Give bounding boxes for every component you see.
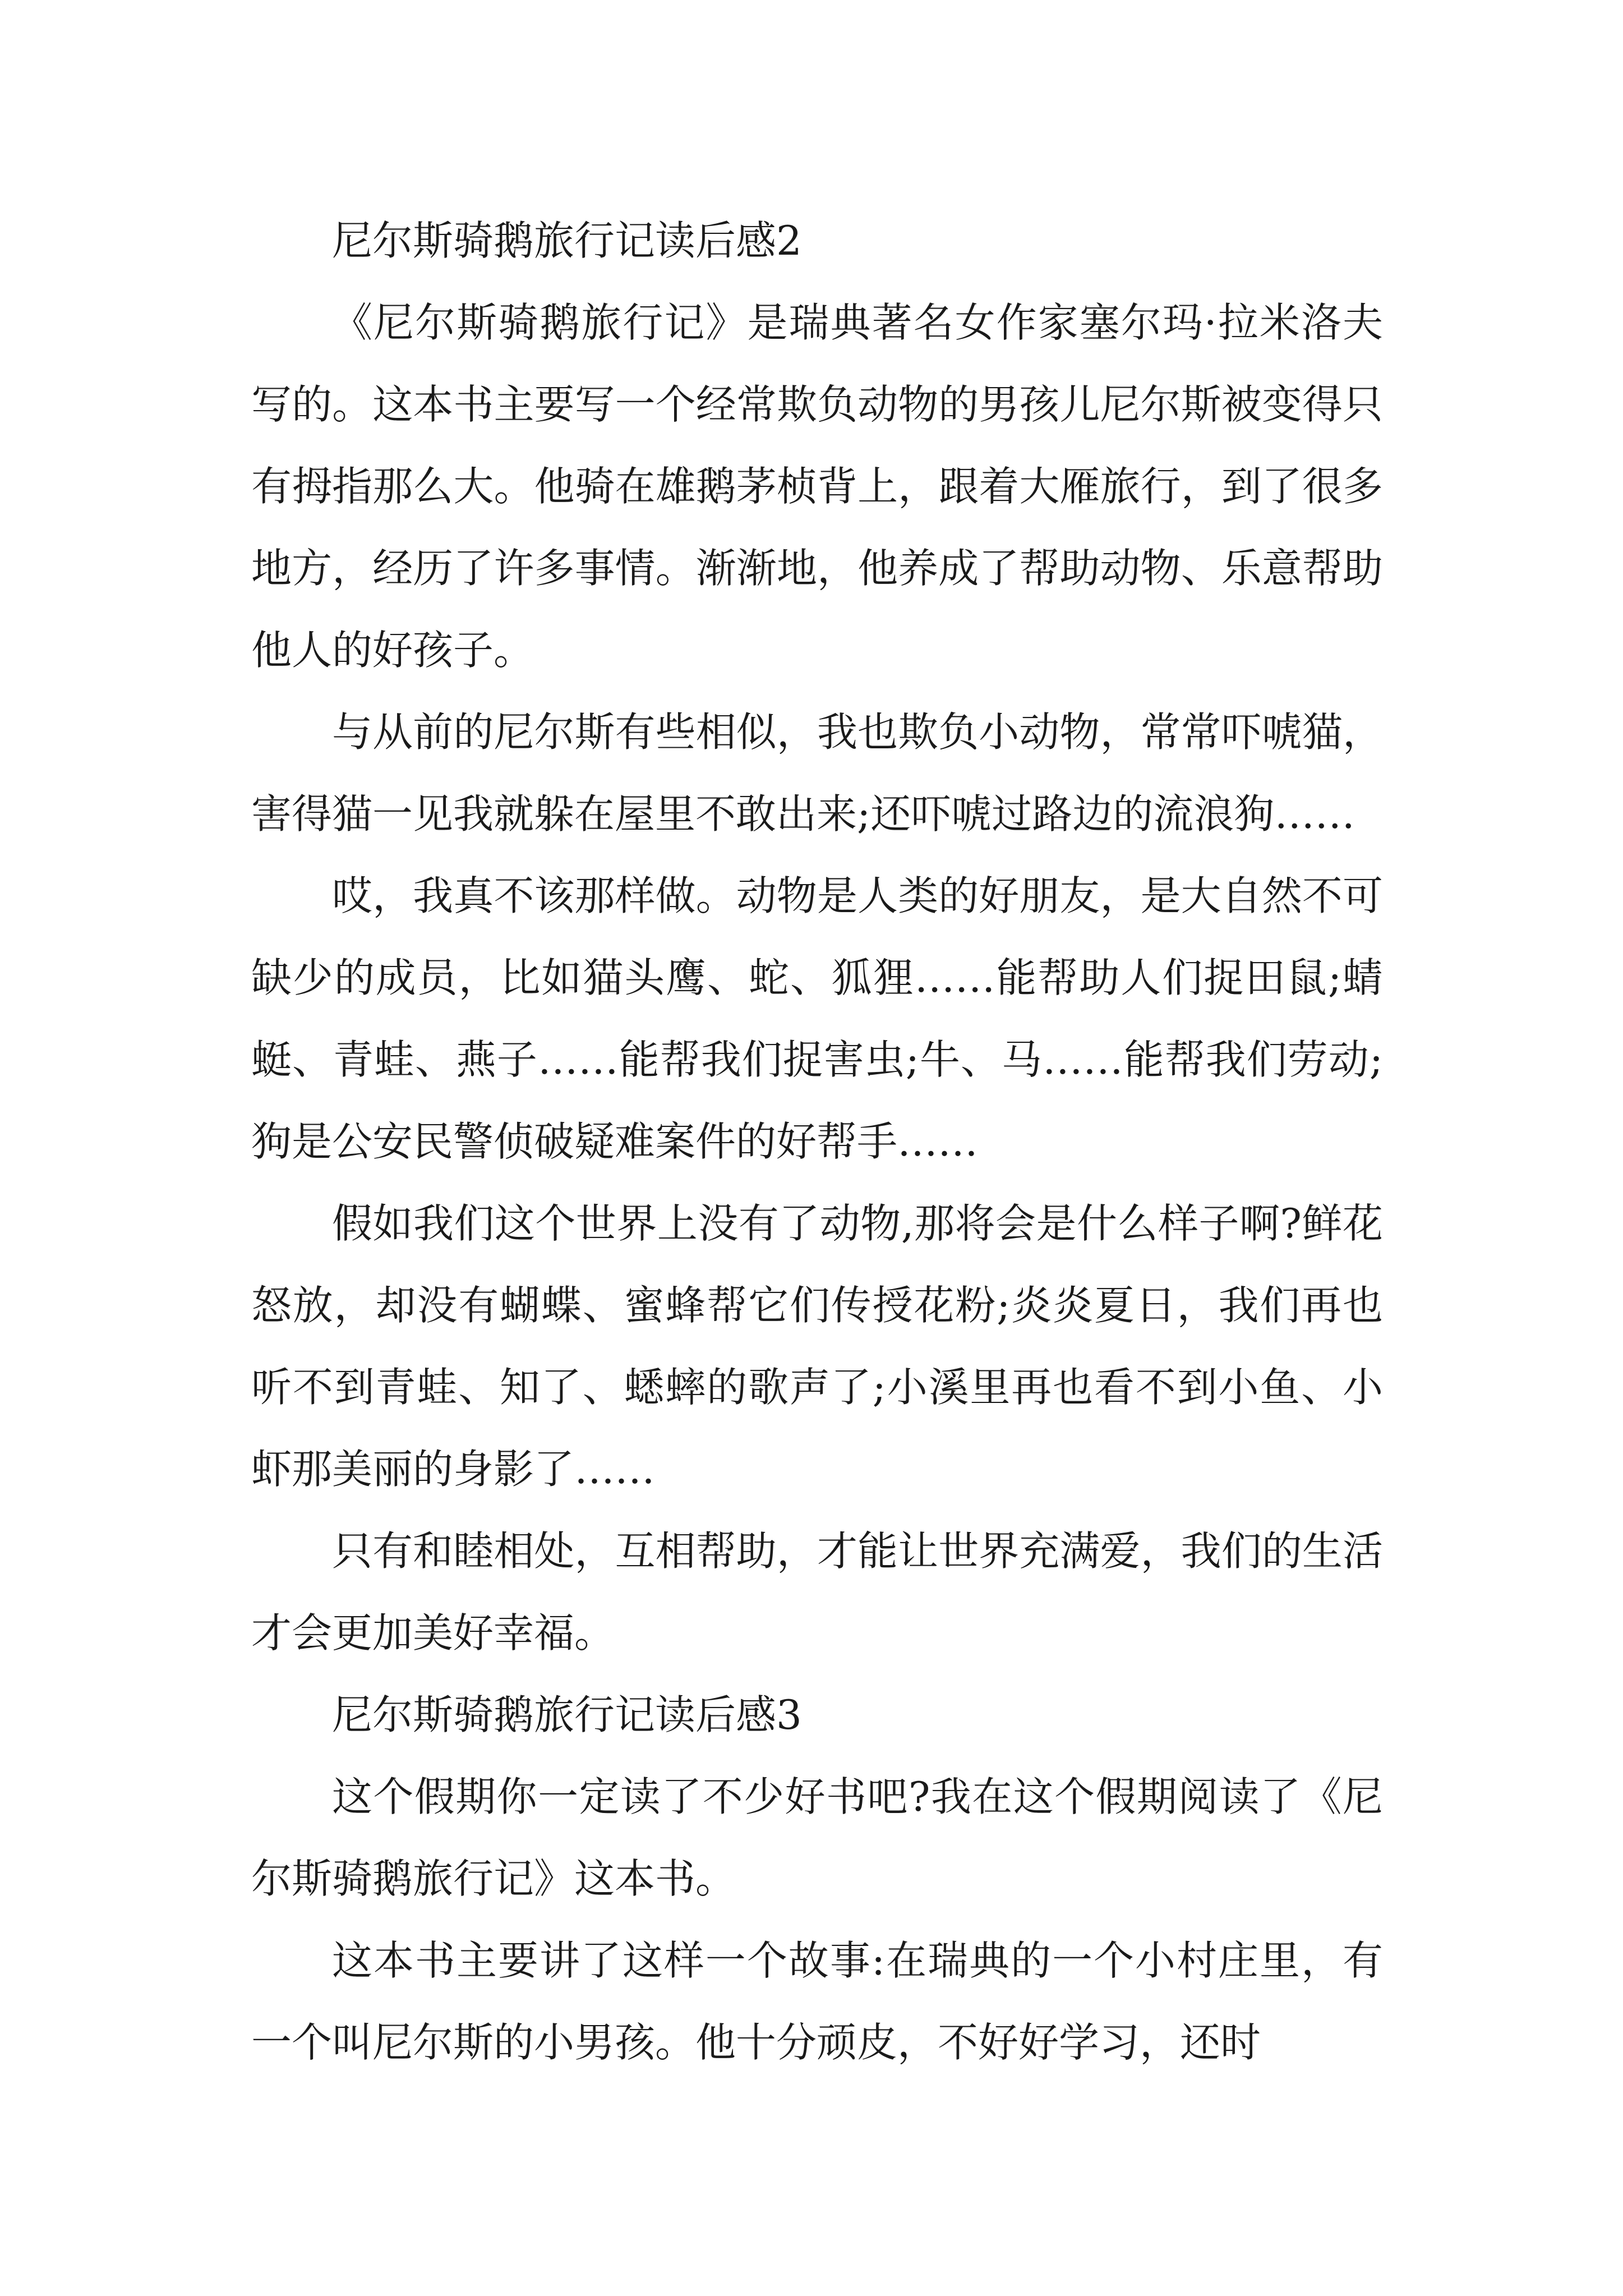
body-paragraph: 这个假期你一定读了不少好书吧?我在这个假期阅读了《尼尔斯骑鹅旅行记》这本书。 bbox=[251, 1773, 1383, 1902]
body-paragraph: 《尼尔斯骑鹅旅行记》是瑞典著名女作家塞尔玛·拉米洛夫写的。这本书主要写一个经常欺负动物的男孩儿尼尔斯被变得只有拇指那么大。他骑在雄鹅茅桢背上，跟着大雁旅行，到了很多地方，经历了许多事情。渐渐地，他养成了帮助动物、乐意帮助他人的好孩子。 bbox=[251, 299, 1383, 674]
body-paragraph: 假如我们这个世界上没有了动物,那将会是什么样子啊?鲜花怒放，却没有蝴蝶、蜜蜂帮它们传授花粉;炎炎夏日，我们再也听不到青蛙、知了、蟋蟀的歌声了;小溪里再也看不到小鱼、小虾那美丽的身影了…… bbox=[251, 1200, 1383, 1493]
section-heading: 尼尔斯骑鹅旅行记读后感2 bbox=[332, 217, 802, 264]
body-paragraph: 与从前的尼尔斯有些相似，我也欺负小动物，常常吓唬猫，害得猫一见我就躲在屋里不敢出来;还吓唬过路边的流浪狗…… bbox=[251, 708, 1383, 838]
section-heading: 尼尔斯骑鹅旅行记读后感3 bbox=[332, 1691, 802, 1738]
body-paragraph: 哎，我真不该那样做。动物是人类的好朋友，是大自然不可缺少的成员，比如猫头鹰、蛇、狐狸……能帮助人们捉田鼠;蜻蜓、青蛙、燕子……能帮我们捉害虫;牛、马……能帮我们劳动;狗是公安民警侦破疑难案件的好帮手…… bbox=[251, 872, 1383, 1165]
body-paragraph: 只有和睦相处，互相帮助，才能让世界充满爱，我们的生活才会更加美好幸福。 bbox=[251, 1527, 1383, 1657]
body-paragraph: 这本书主要讲了这样一个故事:在瑞典的一个小村庄里，有一个叫尼尔斯的小男孩。他十分顽皮，不好好学习，还时 bbox=[251, 1937, 1383, 2066]
document-body bbox=[251, 200, 1383, 2083]
